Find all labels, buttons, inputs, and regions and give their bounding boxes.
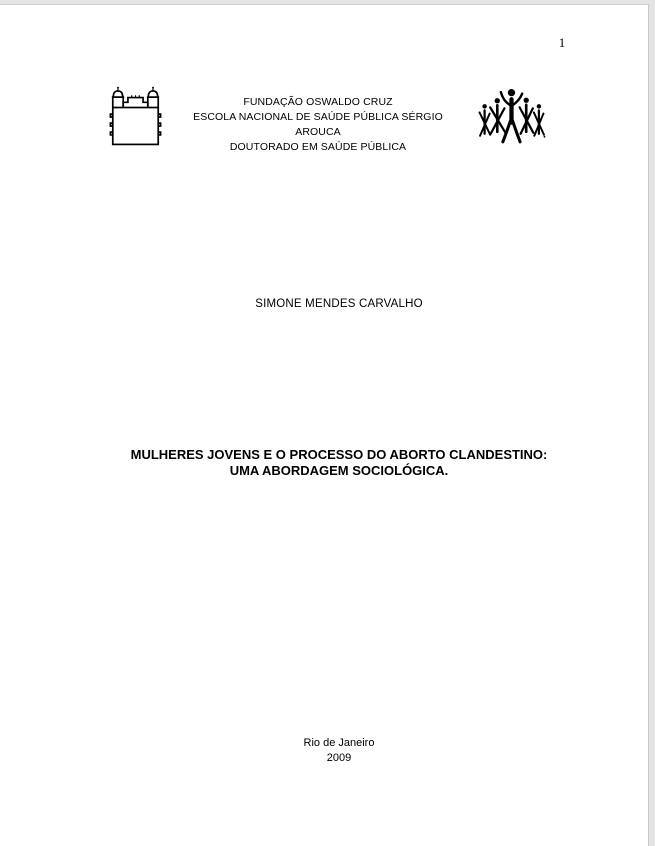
ensp-people-icon [477, 86, 546, 147]
publication-city: Rio de Janeiro [303, 737, 375, 749]
document-page [0, 4, 649, 846]
document-title [27, 447, 651, 479]
institution-header [168, 95, 468, 155]
fiocruz-castle-icon [109, 85, 162, 148]
publication-info [39, 736, 639, 766]
author-name: SIMONE MENDES CARVALHO [255, 298, 423, 310]
publication-year: 2009 [326, 752, 352, 764]
institution-line-2: ESCOLA NACIONAL DE SAÚDE PÚBLICA SÉRGIO [193, 111, 443, 123]
institution-line-1: FUNDAÇÃO OSWALDO CRUZ [243, 96, 393, 108]
page-number: 1 [558, 35, 566, 50]
document-title-line-1: MULHERES JOVENS E O PROCESSO DO ABORTO CLANDESTINO: [130, 447, 548, 462]
document-title-line-2: UMA ABORDAGEM SOCIOLÓGICA. [229, 463, 449, 478]
institution-line-4: DOUTORADO EM SAÚDE PÚBLICA [229, 141, 407, 153]
institution-line-3: AROUCA [295, 126, 341, 138]
